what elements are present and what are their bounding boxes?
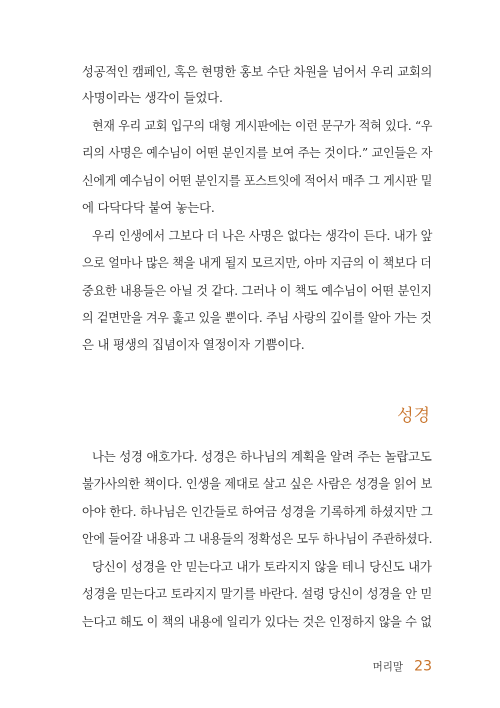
text-line: 불가사의한 책이다. 인생을 제대로 살고 싶은 사람은 성경을 읽어 보 <box>82 476 433 491</box>
text-line: 의 겉면만을 겨우 훑고 있을 뿐이다. 주님 사랑의 깊이를 알아 가는 것 <box>82 310 432 325</box>
text-line: 아야 한다. 하나님은 인간들로 하여금 성경을 기록하게 하셨지만 그 <box>82 504 433 519</box>
text-line: 으로 얼마나 많은 책을 내게 될지 모르지만, 아마 지금의 이 책보다 더 <box>82 255 432 270</box>
text-line: 사명이라는 생각이 들었다. <box>82 90 223 105</box>
section-heading: 성경 <box>397 406 430 426</box>
text-line: 당신이 성경을 안 믿는다고 내가 토라지지 않을 테니 당신도 내가 <box>92 559 432 574</box>
text-line: 나는 성경 애호가다. 성경은 하나님의 계획을 알려 주는 놀랍고도 <box>92 449 432 464</box>
text-line: 안에 들어갈 내용과 그 내용들의 정확성은 모두 하나님이 주관하셨다. <box>82 531 433 546</box>
text-line: 은 내 평생의 집념이자 열정이자 기쁨이다. <box>82 337 305 352</box>
text-line: 성공적인 캠페인, 혹은 현명한 홍보 수단 차원을 넘어서 우리 교회의 <box>82 64 433 79</box>
text-line: 중요한 내용들은 아닐 것 같다. 그러나 이 책도 예수님이 어떤 분인지 <box>82 283 432 298</box>
text-line: 성경을 믿는다고 토라지지 말기를 바란다. 설령 당신이 성경을 안 믿 <box>82 586 433 601</box>
text-line: 리의 사명은 예수님이 어떤 분인지를 보여 주는 것이다.” 교인들은 자 <box>82 145 433 160</box>
text-line: 우리 인생에서 그보다 더 나은 사명은 없다는 생각이 든다. 내가 앞 <box>92 228 433 243</box>
text-line: 현재 우리 교회 입구의 대형 게시판에는 이런 문구가 적혀 있다. “우 <box>92 118 433 133</box>
text-line: 에 다닥다닥 붙여 놓는다. <box>82 200 215 215</box>
text-line: 는다고 해도 이 책의 내용에 일리가 있다는 것은 인정하지 않을 수 없 <box>82 614 432 629</box>
page-footer <box>373 656 432 676</box>
page-number: 23 <box>414 658 432 675</box>
chapter-label: 머리말 <box>372 660 404 673</box>
text-line: 신에게 예수님이 어떤 분인지를 포스트잇에 적어서 매주 그 게시판 밑 <box>82 173 433 188</box>
